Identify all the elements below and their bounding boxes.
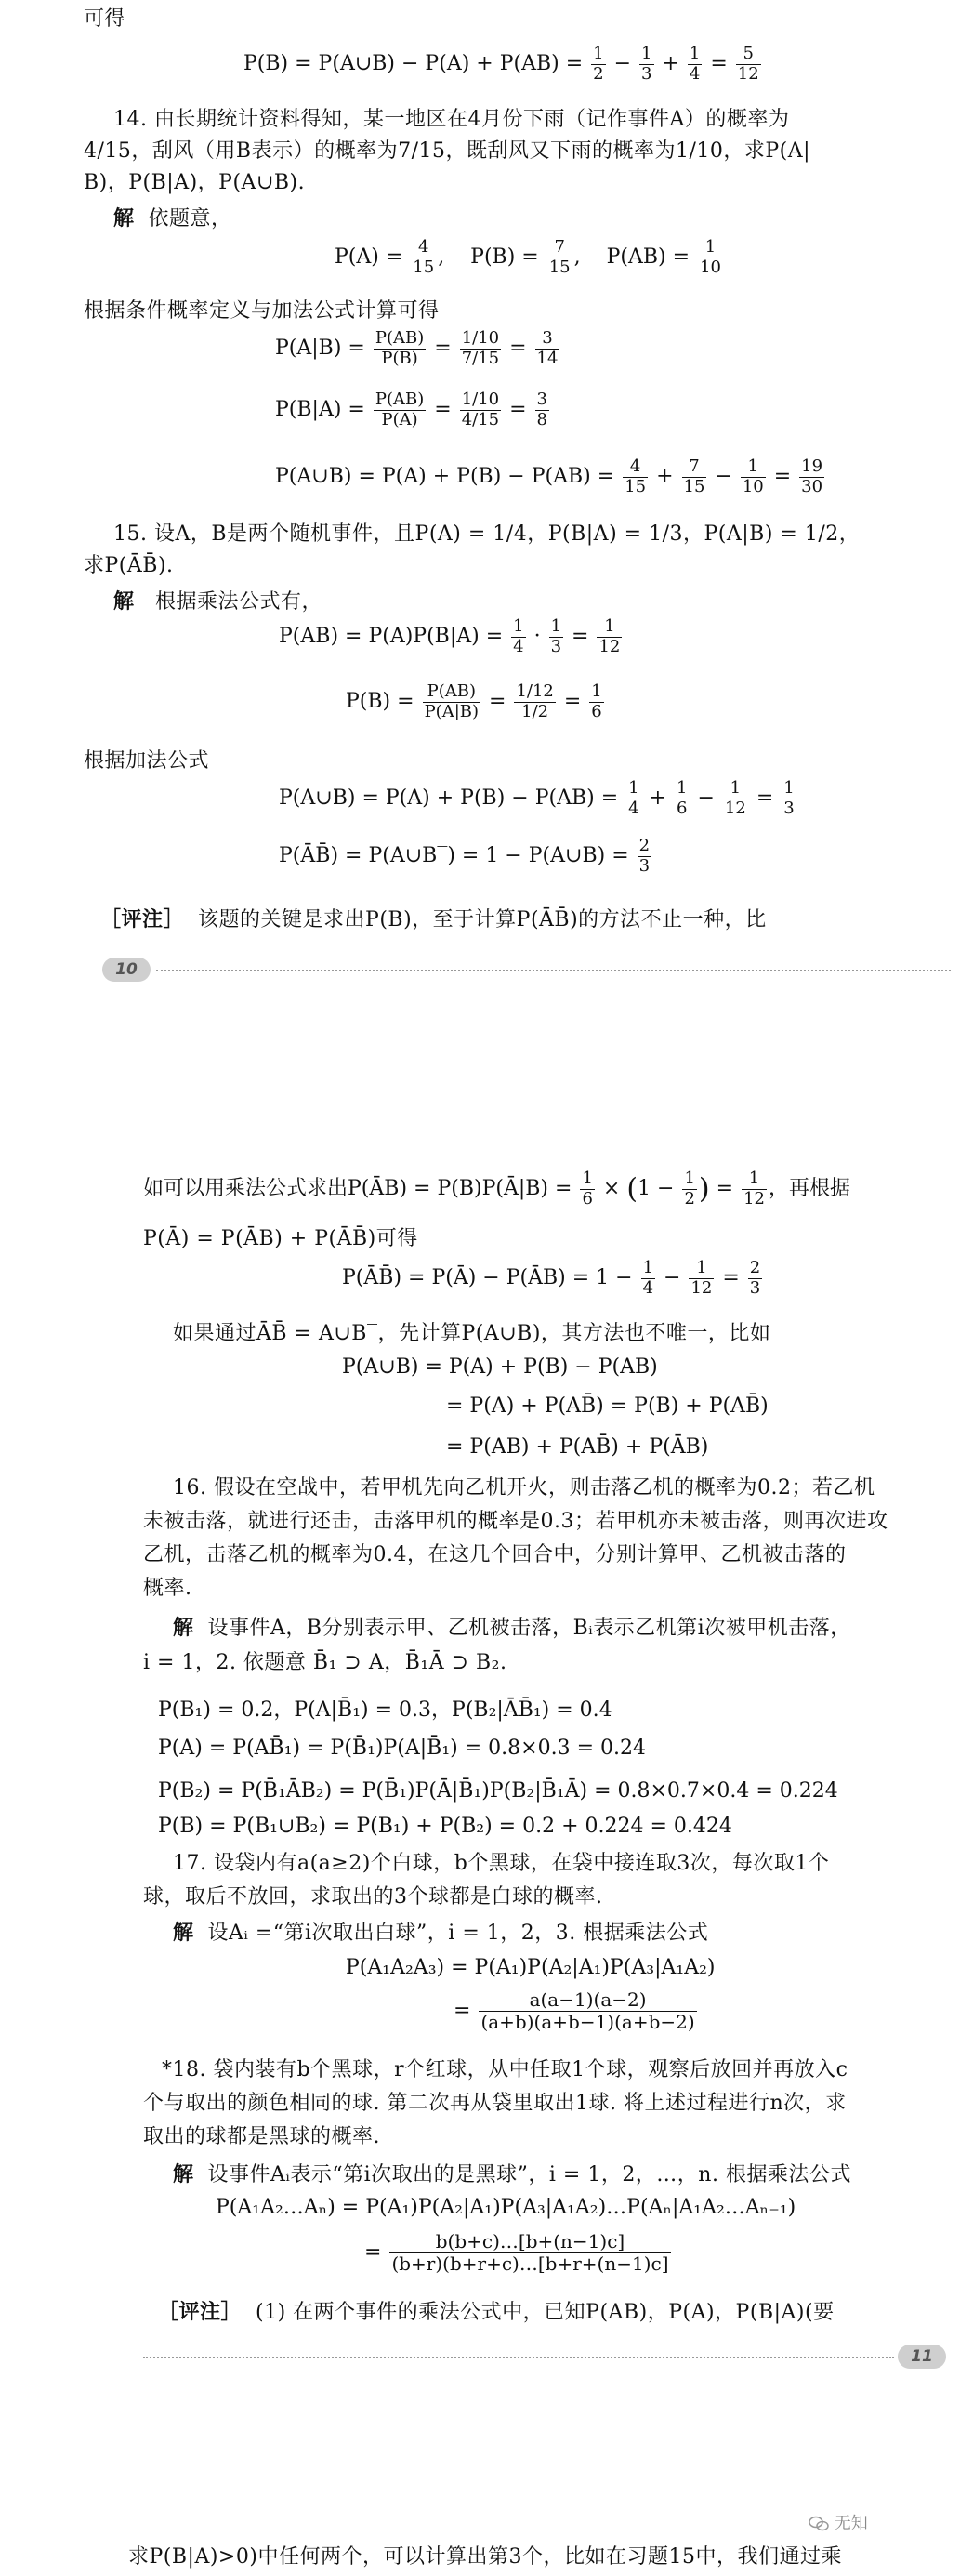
solution-18-line1: 解 设事件Aᵢ表示“第i次取出的是黑球”，i = 1，2，…，n. 根据乘法公式 [173,2162,851,2186]
page2-line2: P(Ā) = P(ĀB) + P(ĀB̄)可得 [143,1227,418,1250]
page-number-10: 10 [102,958,151,982]
given-probabilities: P(A) = $\frac{4}{15}$ , P(B) = $\frac{7}{15}$ , P(AB) = $\frac{1}{10}$ [335,237,721,277]
problem-16-line1: 16. 假设在空战中，若甲机先向乙机开火，则击落乙机的概率为0.2；若乙机 [173,1476,875,1499]
problem-14-line3: B)，P(B|A)，P(A∪B). [84,171,306,194]
page2-line1: 如可以用乘法公式求出P(ĀB) = P(B)P(Ā|B) = $\frac{1}{6}$ × (1 − $\frac{1}{2}$ ) = $\frac{1}{12}$ ，再根据 [143,1169,850,1209]
page2-line7: = P(AB) + P(AB̄) + P(ĀB) [446,1435,709,1459]
problem-16-line2: 未被击落，就进行还击，击落甲机的概率是0.3；若甲机亦未被击落，则再次进攻 [143,1510,888,1533]
page3-line1: 求P(B|A)>0)中任何两个，可以计算出第3个，比如在习题15中，我们通过乘 [128,2545,842,2569]
text-intro: 可得 [84,7,126,31]
formula-pab-product: P(AB) = P(A)P(B|A) = $\frac{1}{4}$ · $\frac{1}{3}$ = $\frac{1}{12}$ [279,616,621,656]
formula-union-15: P(A∪B) = P(A) + P(B) − P(AB) = $\frac{1}{4}$ + $\frac{1}{6}$ − $\frac{1}{12}$ = $\frac{1}{3}$ [279,778,795,818]
solution-16-line1: 解 设事件A，B分别表示甲、乙机被击落，Bᵢ表示乙机第i次被甲机击落， [173,1616,851,1640]
problem-15-line2: 求P(ĀB̄). [84,554,174,577]
page2-line4: 如果通过ĀB̄ = A∪B‾，先计算P(A∪B)，其方法也不唯一，比如 [173,1322,771,1345]
solution-17-result: = $\frac{a(a-1)(a-2)}{(a+b)(a+b-1)(a+b-2)}$ [454,1988,695,2033]
problem-18-line2: 个与取出的颜色相同的球. 第二次再从袋里取出1球. 将上述过程进行n次，求 [143,2092,847,2115]
problem-14-line2: 4/15，刮风（用B表示）的概率为7/15，既刮风又下雨的概率为1/10，求P(A| [84,139,811,163]
problem-16-line4: 概率. [143,1577,192,1600]
solution-16-line5: P(B₂) = P(B̄₁ĀB₂) = P(B̄₁)P(Ā|B̄₁)P(B₂|B̄₁Ā) = 0.8×0.7×0.4 = 0.224 [158,1779,838,1803]
formula-pa-given-b: P(A|B) = $\frac{P(AB)}{P(B)}$ = $\frac{1/10}{7/15}$ = $\frac{3}{14}$ [275,328,559,368]
solution-16-line4: P(A) = P(AB̄₁) = P(B̄₁)P(A|B̄₁) = 0.8×0.3 = 0.24 [158,1737,646,1760]
problem-18-line3: 取出的球都是黑球的概率. [143,2125,380,2148]
problem-18-line1: *18. 袋内装有b个黑球，r个红球，从中任取1个球，观察后放回并再放入c [162,2058,848,2081]
formula-pb: P(B) = P(A∪B) − P(A) + P(AB) = $\frac{1}{2}$ − $\frac{1}{3}$ + $\frac{1}{4}$ = $\frac{5}{12}$ [243,44,759,84]
problem-17-line1: 17. 设袋内有a(a≥2)个白球，b个黑球，在袋中接连取3次，每次取1个 [173,1852,830,1875]
formula-pb-value: P(B) = $\frac{P(AB)}{P(A|B)}$ = $\frac{1/12}{1/2}$ = $\frac{1}{6}$ [346,681,602,721]
solution-16-line6: P(B) = P(B₁∪B₂) = P(B₁) + P(B₂) = 0.2 + 0.224 = 0.424 [158,1815,732,1838]
solution-14-intro: 解 依题意， [113,206,232,231]
problem-16-line3: 乙机，击落乙机的概率为0.4，在这几个回合中，分别计算甲、乙机被击落的 [143,1543,847,1566]
page-separator-2 [143,2357,894,2358]
solution-18-result: = $\frac{b(b+c)\dots[b+(n-1)c]}{(b+r)(b+r+c)\dots[b+r+(n-1)c]}$ [364,2230,669,2275]
page2-line6: = P(A) + P(AB̄) = P(B) + P(AB̄) [446,1394,769,1418]
watermark-logo: 无知 [809,2510,868,2534]
formula-pb-given-a: P(B|A) = $\frac{P(AB)}{P(A)}$ = $\frac{1/10}{4/15}$ = $\frac{3}{8}$ [275,390,547,429]
page2-line5: P(A∪B) = P(A) + P(B) − P(AB) [342,1355,658,1379]
problem-17-line2: 球，取后不放回，求取出的3个球都是白球的概率. [143,1885,603,1909]
wechat-icon [809,2516,829,2532]
note-18: ［评注］ (1) 在两个事件的乘法公式中，已知P(AB)，P(A)，P(B|A)(要 [158,2300,835,2324]
text-conditional: 根据条件概率定义与加法公式计算可得 [84,299,440,323]
problem-14-line1: 14. 由长期统计资料得知，某一地区在4月份下雨（记作事件A）的概率为 [113,108,790,131]
page2-formula-complement: P(ĀB̄) = P(Ā) − P(ĀB) = 1 − $\frac{1}{4}$ − $\frac{1}{12}$ = $\frac{2}{3}$ [342,1258,761,1298]
solution-18-line2: P(A₁A₂…Aₙ) = P(A₁)P(A₂|A₁)P(A₃|A₁A₂)…P(Aₙ|A₁A₂…Aₙ₋₁) [216,2196,796,2219]
text-addition: 根据加法公式 [84,749,210,773]
note-15: ［评注］ 该题的关键是求出P(B)，至于计算P(ĀB̄)的方法不止一种，比 [100,907,767,931]
solution-15-intro: 解 根据乘法公式有， [113,589,323,614]
problem-15-line1: 15. 设A，B是两个随机事件，且P(A) = 1/4，P(B|A) = 1/3，P(A|B) = 1/2， [113,522,861,546]
solution-16-line3: P(B₁) = 0.2，P(A|B̄₁) = 0.3，P(B₂|ĀB̄₁) = 0.4 [158,1698,612,1722]
formula-union: P(A∪B) = P(A) + P(B) − P(AB) = $\frac{4}{15}$ + $\frac{7}{15}$ − $\frac{1}{10}$ = $\frac{19}{30}$ [275,456,823,496]
solution-17-line1: 解 设Aᵢ =“第i次取出白球”，i = 1，2，3. 根据乘法公式 [173,1921,709,1945]
page-separator [156,970,951,971]
solution-17-line2: P(A₁A₂A₃) = P(A₁)P(A₂|A₁)P(A₃|A₁A₂) [346,1956,716,1979]
formula-complement: P(ĀB̄) = P(A∪B‾) = 1 − P(A∪B) = $\frac{2}{3}$ [279,836,651,876]
solution-16-line2: i = 1，2. 依题意 B̄₁ ⊃ A，B̄₁Ā ⊃ B₂. [143,1651,507,1674]
page-number-11: 11 [898,2345,946,2369]
